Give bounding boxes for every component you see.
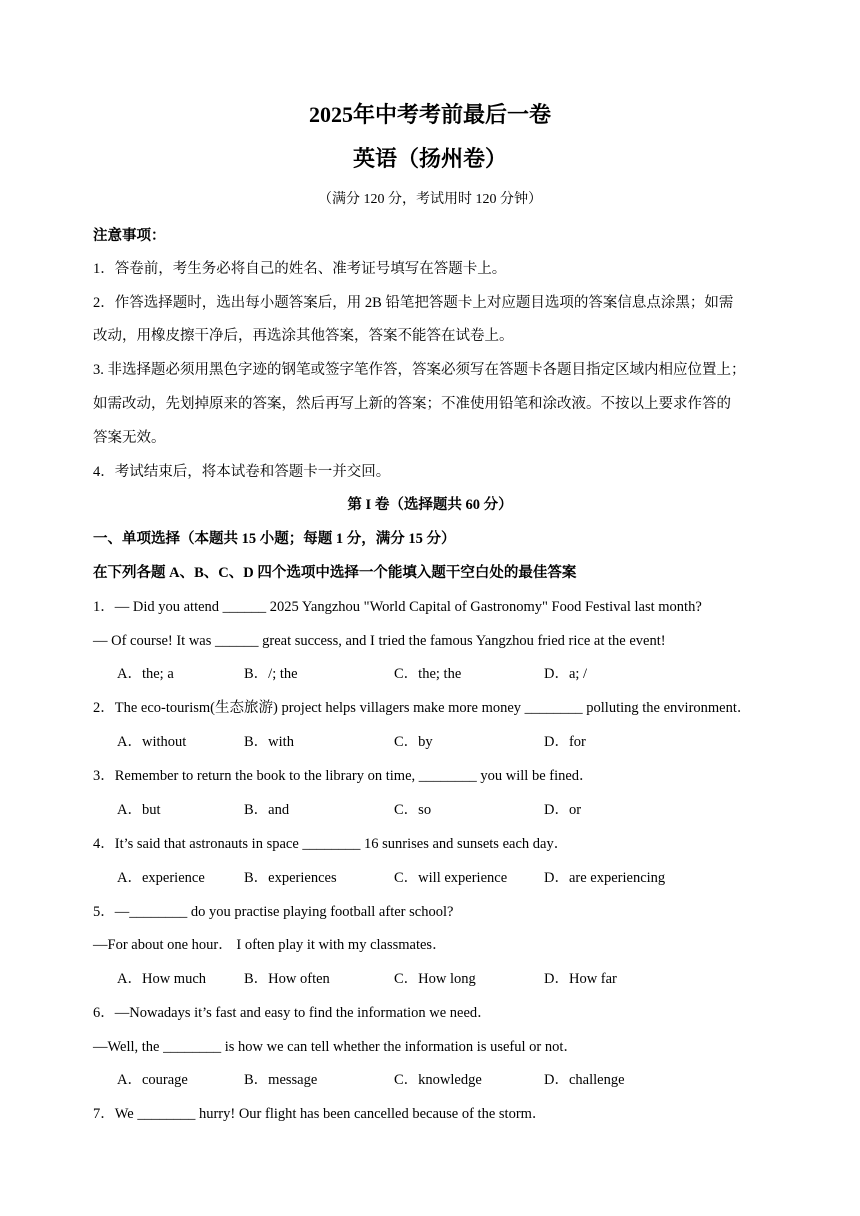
q6-option-a: A．courage <box>117 1072 188 1088</box>
exam-info: （满分 120 分，考试用时 120 分钟） <box>318 192 542 207</box>
q3-option-d: D．or <box>544 802 582 818</box>
q5-option-d: D．How far <box>544 971 617 987</box>
q2-option-b: B．with <box>244 734 294 750</box>
q2-option-a: A．without <box>117 734 187 750</box>
q3-option-b: B．and <box>244 802 290 818</box>
question-1-line-1: 1．— Did you attend ______ 2025 Yangzhou "World Capital of Gastronomy" Food Festival last month? <box>93 599 702 615</box>
q1-option-d: D．a; / <box>544 666 588 682</box>
q4-option-b: B．experiences <box>244 870 337 886</box>
question-5-line-1: 5．—________ do you practise playing football after school? <box>93 904 454 920</box>
question-1-line-2: — Of course! It was ______ great success, and I tried the famous Yangzhou fried rice at the event! <box>93 633 666 649</box>
exam-subtitle: 英语（扬州卷） <box>352 146 507 171</box>
q4-option-c: C．will experience <box>394 870 508 886</box>
note-3-line-2: 如需改动，先划掉原来的答案，然后再写上新的答案；不准使用铅笔和涂改液。不按以上要求作答的 <box>93 396 731 412</box>
q3-option-a: A．but <box>117 802 161 818</box>
q1-option-b: B．/; the <box>244 666 298 682</box>
section-heading: 一、单项选择（本题共 15 小题；每题 1 分，满分 15 分） <box>93 531 456 547</box>
question-2: 2．The eco-tourism(生态旅游) project helps villagers make more money ________ polluting the environment． <box>93 700 752 716</box>
exam-title: 2025年中考考前最后一卷 <box>308 102 551 127</box>
q4-option-d: D．are experiencing <box>544 870 666 886</box>
question-6-line-2: —Well, the ________ is how we can tell whether the information is useful or not． <box>93 1039 578 1055</box>
q6-option-b: B．message <box>244 1072 318 1088</box>
note-2-line-2: 改动，用橡皮擦干净后，再选涂其他答案，答案不能答在试卷上。 <box>93 328 514 344</box>
question-5-line-2: —For about one hour． I often play it with my classmates． <box>93 937 447 953</box>
q1-option-a: A．the; a <box>117 666 174 682</box>
q5-option-c: C．How long <box>394 971 476 987</box>
q5-option-b: B．How often <box>244 971 330 987</box>
q1-option-c: C．the; the <box>394 666 462 682</box>
q4-option-a: A．experience <box>117 870 205 886</box>
section-instruction: 在下列各题 A、B、C、D 四个选项中选择一个能填入题干空白处的最佳答案 <box>93 565 577 581</box>
q5-option-a: A．How much <box>117 971 207 987</box>
note-2-line-1: 2．作答选择题时，选出每小题答案后，用 2B 铅笔把答题卡上对应题目选项的答案信息点涂黑；如需 <box>93 295 734 311</box>
question-6-line-1: 6．—Nowadays it’s fast and easy to find the information we need． <box>93 1005 492 1021</box>
q6-option-d: D．challenge <box>544 1072 625 1088</box>
question-4: 4．It’s said that astronauts in space ________ 16 sunrises and sunsets each day． <box>93 836 569 852</box>
q3-option-c: C．so <box>394 802 432 818</box>
q2-option-c: C．by <box>394 734 433 750</box>
notes-heading: 注意事项： <box>93 228 166 244</box>
note-4: 4．考试结束后，将本试卷和答题卡一并交回。 <box>93 464 391 480</box>
question-3: 3．Remember to return the book to the library on time, ________ you will be fined． <box>93 768 594 784</box>
note-1: 1．答卷前，考生务必将自己的姓名、准考证号填写在答题卡上。 <box>93 261 507 277</box>
note-3-line-1: 3. 非选择题必须用黑色字迹的钢笔或签字笔作答，答案必须写在答题卡各题目指定区域内相应位置上； <box>93 362 746 378</box>
question-7: 7．We ________ hurry! Our flight has been cancelled because of the storm． <box>93 1106 547 1122</box>
part-title: 第 I 卷（选择题共 60 分） <box>347 497 513 513</box>
q2-option-d: D．for <box>544 734 586 750</box>
q6-option-c: C．knowledge <box>394 1072 482 1088</box>
note-3-line-3: 答案无效。 <box>93 430 166 446</box>
